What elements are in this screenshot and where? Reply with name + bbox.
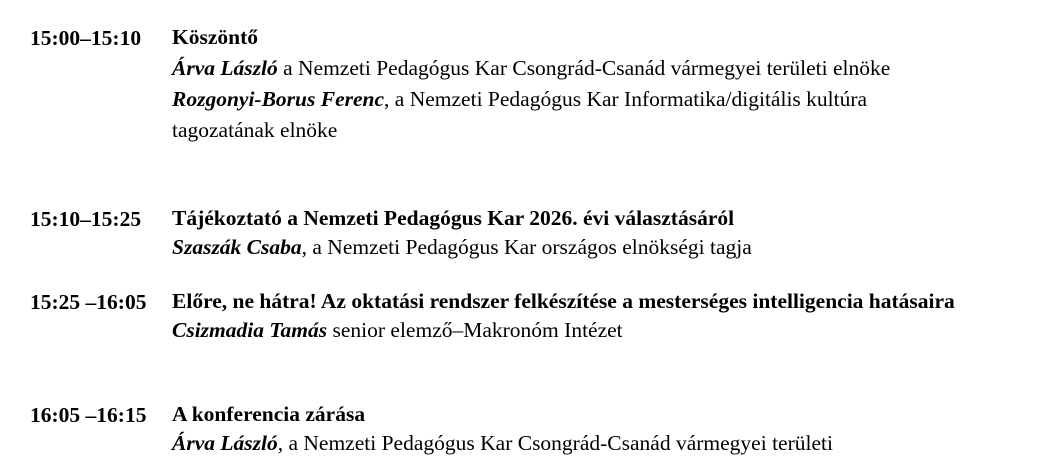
speaker-role: senior elemző–Makronóm Intézet (327, 318, 623, 342)
agenda-time: 15:25 –16:05 (30, 290, 147, 314)
speaker-name: Szaszák Csaba (172, 235, 302, 259)
speaker-role: , a Nemzeti Pedagógus Kar Informatika/digitális kultúra tagozatának elnöke (172, 87, 868, 142)
speaker-name: Rozgonyi-Borus Ferenc (172, 87, 385, 111)
speaker-name: Árva László (172, 431, 278, 455)
agenda-time: 15:10–15:25 (30, 207, 142, 231)
speaker-role: , a Nemzeti Pedagógus Kar országos elnökségi tagja (301, 235, 752, 259)
agenda-title: Tájékoztató a Nemzeti Pedagógus Kar 2026. évi választásáról (172, 206, 735, 230)
agenda-title: Köszöntő (172, 25, 258, 49)
agenda-time: 15:00–15:10 (30, 26, 142, 50)
agenda-title: A konferencia zárása (172, 402, 366, 426)
speaker-name: Árva László (172, 56, 278, 80)
speaker (172, 53, 932, 84)
agenda-content (172, 400, 972, 459)
speaker (172, 232, 972, 263)
agenda-content (172, 23, 972, 146)
agenda-content (172, 287, 972, 346)
agenda-content (172, 204, 972, 263)
speaker-role: a Nemzeti Pedagógus Kar Csongrád-Csanád vármegyei területi elnöke (277, 56, 891, 80)
speaker-role: , a Nemzeti Pedagógus Kar Csongrád-Csanád vármegyei területi (277, 431, 833, 455)
speaker (172, 84, 972, 146)
agenda-time: 16:05 –16:15 (30, 403, 147, 427)
agenda-title: Előre, ne hátra! Az oktatási rendszer felkészítése a mesterséges intelligencia hatásaira (172, 289, 955, 313)
speaker (172, 315, 972, 346)
speaker-name: Csizmadia Tamás (172, 318, 328, 342)
